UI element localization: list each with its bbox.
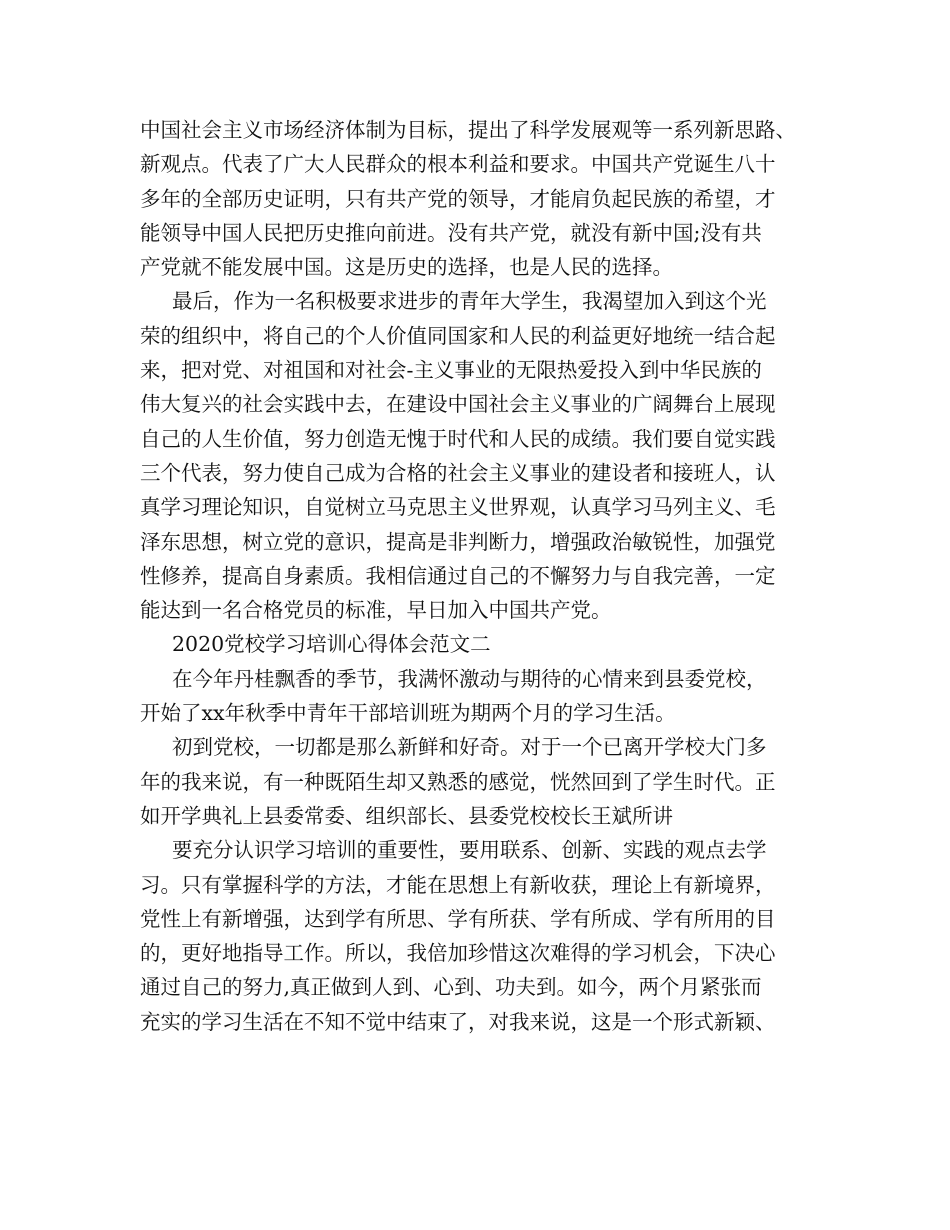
paragraph-start-line: 要充分认识学习培训的重要性，要用联系、创新、实践的观点去学 bbox=[172, 838, 767, 863]
text-line: 能领导中国人民把历史推向前进。没有共产党，就没有新中国;没有共 bbox=[140, 220, 762, 245]
text-line: 产党就不能发展中国。这是历史的选择，也是人民的选择。 bbox=[140, 255, 673, 280]
paragraph-start-line: 初到党校，一切都是那么新鲜和好奇。对于一个已离开学校大门多 bbox=[172, 735, 767, 760]
text-line: 党性上有新增强，达到学有所思、学有所获、学有所成、学有所用的目 bbox=[140, 906, 776, 931]
text-line: 来，把对党、对祖国和对社会-主义事业的无限热爱投入到中华民族的 bbox=[140, 358, 762, 383]
text-line: 如开学典礼上县委常委、组织部长、县委党校校长王斌所讲 bbox=[140, 803, 673, 828]
text-line: 多年的全部历史证明，只有共产党的领导，才能肩负起民族的希望，才 bbox=[140, 186, 776, 211]
text-line: 真学习理论知识，自觉树立马克思主义世界观，认真学习马列主义、毛 bbox=[140, 495, 776, 520]
document-body bbox=[140, 113, 812, 1039]
text-line: 性修养，提高自身素质。我相信通过自己的不懈努力与自我完善，一定 bbox=[140, 563, 776, 588]
text-line: 荣的组织中，将自己的个人价值同国家和人民的利益更好地统一结合起 bbox=[140, 323, 776, 348]
paragraph-start-line: 在今年丹桂飘香的季节，我满怀激动与期待的心情来到县委党校， bbox=[172, 666, 767, 691]
text-line: 习。只有掌握科学的方法，才能在思想上有新收获，理论上有新境界， bbox=[140, 872, 776, 897]
text-line: 新观点。代表了广大人民群众的根本利益和要求。中国共产党诞生八十 bbox=[140, 152, 776, 177]
text-line: 充实的学习生活在不知不觉中结束了，对我来说，这是一个形式新颖、 bbox=[140, 1009, 776, 1034]
text-line: 年的我来说，有一种既陌生却又熟悉的感觉，恍然回到了学生时代。正 bbox=[140, 769, 776, 794]
text-line: 泽东思想，树立党的意识，提高是非判断力，增强政治敏锐性，加强党 bbox=[140, 529, 776, 554]
paragraph-start-line: 最后，作为一名积极要求进步的青年大学生，我渴望加入到这个光 bbox=[172, 289, 767, 314]
text-line: 自己的人生价值，努力创造无愧于时代和人民的成绩。我们要自觉实践 bbox=[140, 426, 776, 451]
section-heading: 2020党校学习培训心得体会范文二 bbox=[172, 632, 491, 657]
text-line: 通过自己的努力,真正做到人到、心到、功夫到。如今，两个月紧张而 bbox=[140, 975, 762, 1000]
text-line: 的，更好地指导工作。所以，我倍加珍惜这次难得的学习机会，下决心 bbox=[140, 941, 776, 966]
text-line: 开始了xx年秋季中青年干部培训班为期两个月的学习生活。 bbox=[140, 701, 676, 726]
text-line: 伟大复兴的社会实践中去，在建设中国社会主义事业的广阔舞台上展现 bbox=[140, 392, 776, 417]
text-line: 三个代表，努力使自己成为合格的社会主义事业的建设者和接班人，认 bbox=[140, 460, 776, 485]
text-line: 中国社会主义市场经济体制为目标，提出了科学发展观等一系列新思路、 bbox=[140, 118, 796, 142]
text-line: 能达到一名合格党员的标准，早日加入中国共产党。 bbox=[140, 598, 612, 623]
